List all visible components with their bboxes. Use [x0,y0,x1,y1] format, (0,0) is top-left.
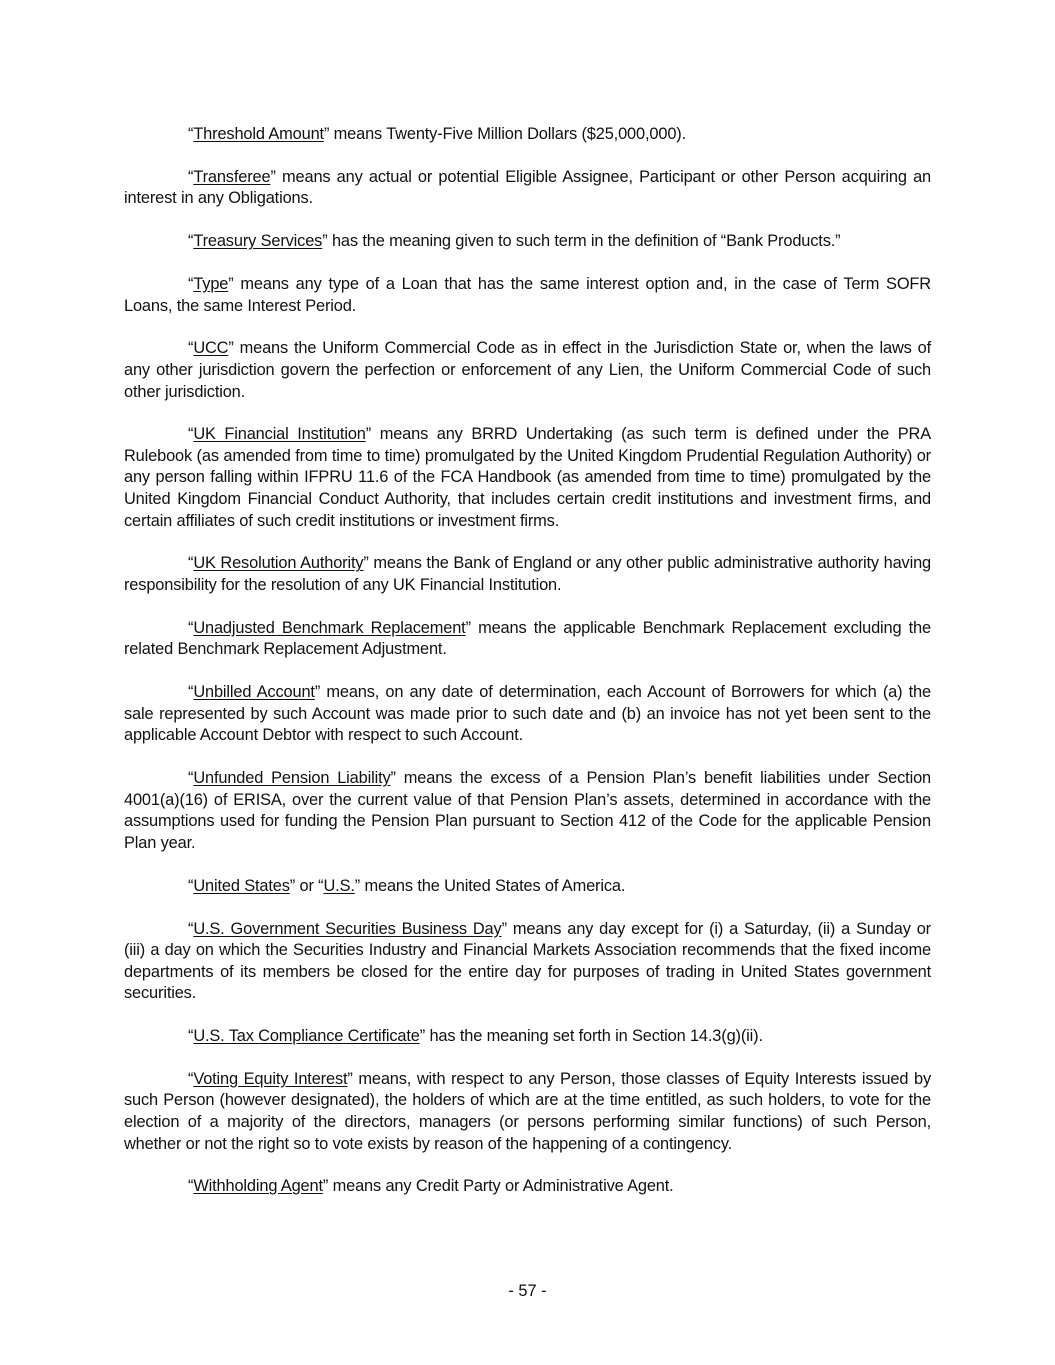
defined-term: UK Financial Institution [193,425,366,444]
definition-paragraph: “United States” or “U.S.” means the United States of America. [188,876,626,895]
definition-text: means the Bank of England or any other public administrative authority having responsibility for the resolution of any UK Financial Institution. [124,554,931,595]
definition-paragraph: “Threshold Amount” means Twenty-Five Million Dollars ($25,000,000). [188,125,686,143]
definition-paragraph: “Unfunded Pension Liability” means the excess of a Pension Plan’s benefit liabilities under Section 4001(a)(16) of ERISA, over the current value of that Pension Plan’s assets, determined in accordance with the assumptions used for funding the Pension Plan pursuant to Section 412 of the Code for the applicable Pension Plan year. [124,769,931,852]
defined-term: Voting Equity Interest [193,1069,348,1088]
definition-paragraph: “Voting Equity Interest” means, with respect to any Person, those classes of Equity Interests issued by such Person (however designated), the holders of which are at the time entitled, as such holders, to vote for the election of a majority of the directors, managers (or persons performing similar functions) of such Person, whether or not the right so to vote exists by reason of the happening of a contingency. [124,1069,931,1153]
definition-text: has the meaning set forth in Section 14.3(g)(ii). [425,1027,763,1046]
page-number: - 57 - [508,1282,547,1300]
definition-paragraph: “U.S. Tax Compliance Certificate” has the meaning set forth in Section 14.3(g)(ii). [188,1027,763,1046]
definition-text: means any actual or potential Eligible Assignee, Participant or other Person acquiring an interest in any Obligations. [124,167,931,208]
defined-term: U.S. Tax Compliance Certificate [193,1027,420,1046]
defined-term: Type [193,274,229,293]
defined-term: UCC [193,339,229,358]
defined-term: United States [193,876,290,895]
definition-paragraph: “Unadjusted Benchmark Replacement” means the applicable Benchmark Replacement excluding the related Benchmark Replacement Adjustment. [124,618,931,659]
defined-term: Withholding Agent [193,1177,323,1196]
definition-text: means, on any date of determination, each Account of Borrowers for which (a) the sale represented by such Account was made prior to such date and (b) an invoice has not yet been sent to the applicable Account Debtor with respect to such Account. [124,683,931,745]
definition-text: means any Credit Party or Administrative Agent. [328,1177,674,1196]
definition-text: means the applicable Benchmark Replacement excluding the related Benchmark Replacement Adjustment. [124,618,931,659]
defined-term: UK Resolution Authority [193,554,364,573]
defined-term: Transferee [193,167,271,186]
definition-paragraph: “UK Resolution Authority” means the Bank of England or any other public administrative authority having responsibility for the resolution of any UK Financial Institution. [124,554,931,595]
definition-paragraph: “Type” means any type of a Loan that has the same interest option and, in the case of Term SOFR Loans, the same Interest Period. [124,274,931,315]
document-page [124,124,931,1219]
definition-text: means any day except for (i) a Saturday, (ii) a Sunday or (iii) a day on which the Securities Industry and Financial Markets Association recommends that the fixed income departments of its members be closed for the entire day for purposes of trading in United States government securities. [124,919,931,1003]
defined-term: U.S. Government Securities Business Day [193,919,502,938]
definition-text: has the meaning given to such term in the definition of “Bank Products.” [327,232,841,251]
definition-text: means the excess of a Pension Plan’s benefit liabilities under Section 4001(a)(16) of ERISA, over the current value of that Pension Plan’s assets, determined in accordance with the assumptions used for funding the Pension Plan pursuant to Section 412 of the Code for the applicable Pension Plan year. [124,769,931,852]
definition-text: means the United States of America. [360,876,626,895]
definition-connector: or [295,876,319,895]
defined-term: Threshold Amount [193,125,324,143]
defined-term: Unbilled Account [193,683,315,702]
definition-text: means the Uniform Commercial Code as in effect in the Jurisdiction State or, when the laws of any other jurisdiction govern the perfection or enforcement of any Lien, the Uniform Commercial Code of such other jurisdiction. [124,339,931,401]
definition-paragraph: “Treasury Services” has the meaning given to such term in the definition of “Bank Products.” [188,232,841,251]
definition-paragraph: “UCC” means the Uniform Commercial Code as in effect in the Jurisdiction State or, when the laws of any other jurisdiction govern the perfection or enforcement of any Lien, the Uniform Commercial Code of such other jurisdiction. [124,339,931,401]
definition-text: means, with respect to any Person, those classes of Equity Interests issued by such Person (however designated), the holders of which are at the time entitled, as such holders, to vote for the election of a majority of the directors, managers (or persons performing similar functions) of such Person, whether or not the right so to vote exists by reason of the happening of a contingency. [124,1069,931,1153]
defined-term: Unfunded Pension Liability [193,769,391,788]
defined-term: Unadjusted Benchmark Replacement [193,618,466,637]
defined-term: U.S. [323,876,355,895]
definition-paragraph: “Transferee” means any actual or potential Eligible Assignee, Participant or other Person acquiring an interest in any Obligations. [124,167,931,208]
definition-paragraph: “UK Financial Institution” means any BRRD Undertaking (as such term is defined under the PRA Rulebook (as amended from time to time) promulgated by the United Kingdom Prudential Regulation Authority) or any person falling within IFPRU 11.6 of the FCA Handbook (as amended from time to time) promulgated by the United Kingdom Financial Conduct Authority, that includes certain credit institutions and investment firms, and certain affiliates of such credit institutions or investment firms. [124,425,931,530]
defined-term: Treasury Services [193,232,323,251]
definition-text: means any type of a Loan that has the same interest option and, in the case of Term SOFR Loans, the same Interest Period. [124,274,931,315]
definition-paragraph: “Unbilled Account” means, on any date of determination, each Account of Borrowers for which (a) the sale represented by such Account was made prior to such date and (b) an invoice has not yet been sent to the applicable Account Debtor with respect to such Account. [124,683,931,745]
definition-paragraph: “Withholding Agent” means any Credit Party or Administrative Agent. [188,1177,674,1196]
definition-paragraph: “U.S. Government Securities Business Day” means any day except for (i) a Saturday, (ii) a Sunday or (iii) a day on which the Securities Industry and Financial Markets Association recommends that the fixed income departments of its members be closed for the entire day for purposes of trading in United States government securities. [124,919,931,1003]
definition-text: means any BRRD Undertaking (as such term is defined under the PRA Rulebook (as amended from time to time) promulgated by the United Kingdom Prudential Regulation Authority) or any person falling within IFPRU 11.6 of the FCA Handbook (as amended from time to time) promulgated by the United Kingdom Financial Conduct Authority, that includes certain credit institutions and investment firms, and certain affiliates of such credit institutions or investment firms. [124,425,931,530]
definition-text: means Twenty-Five Million Dollars ($25,000,000). [329,125,686,143]
